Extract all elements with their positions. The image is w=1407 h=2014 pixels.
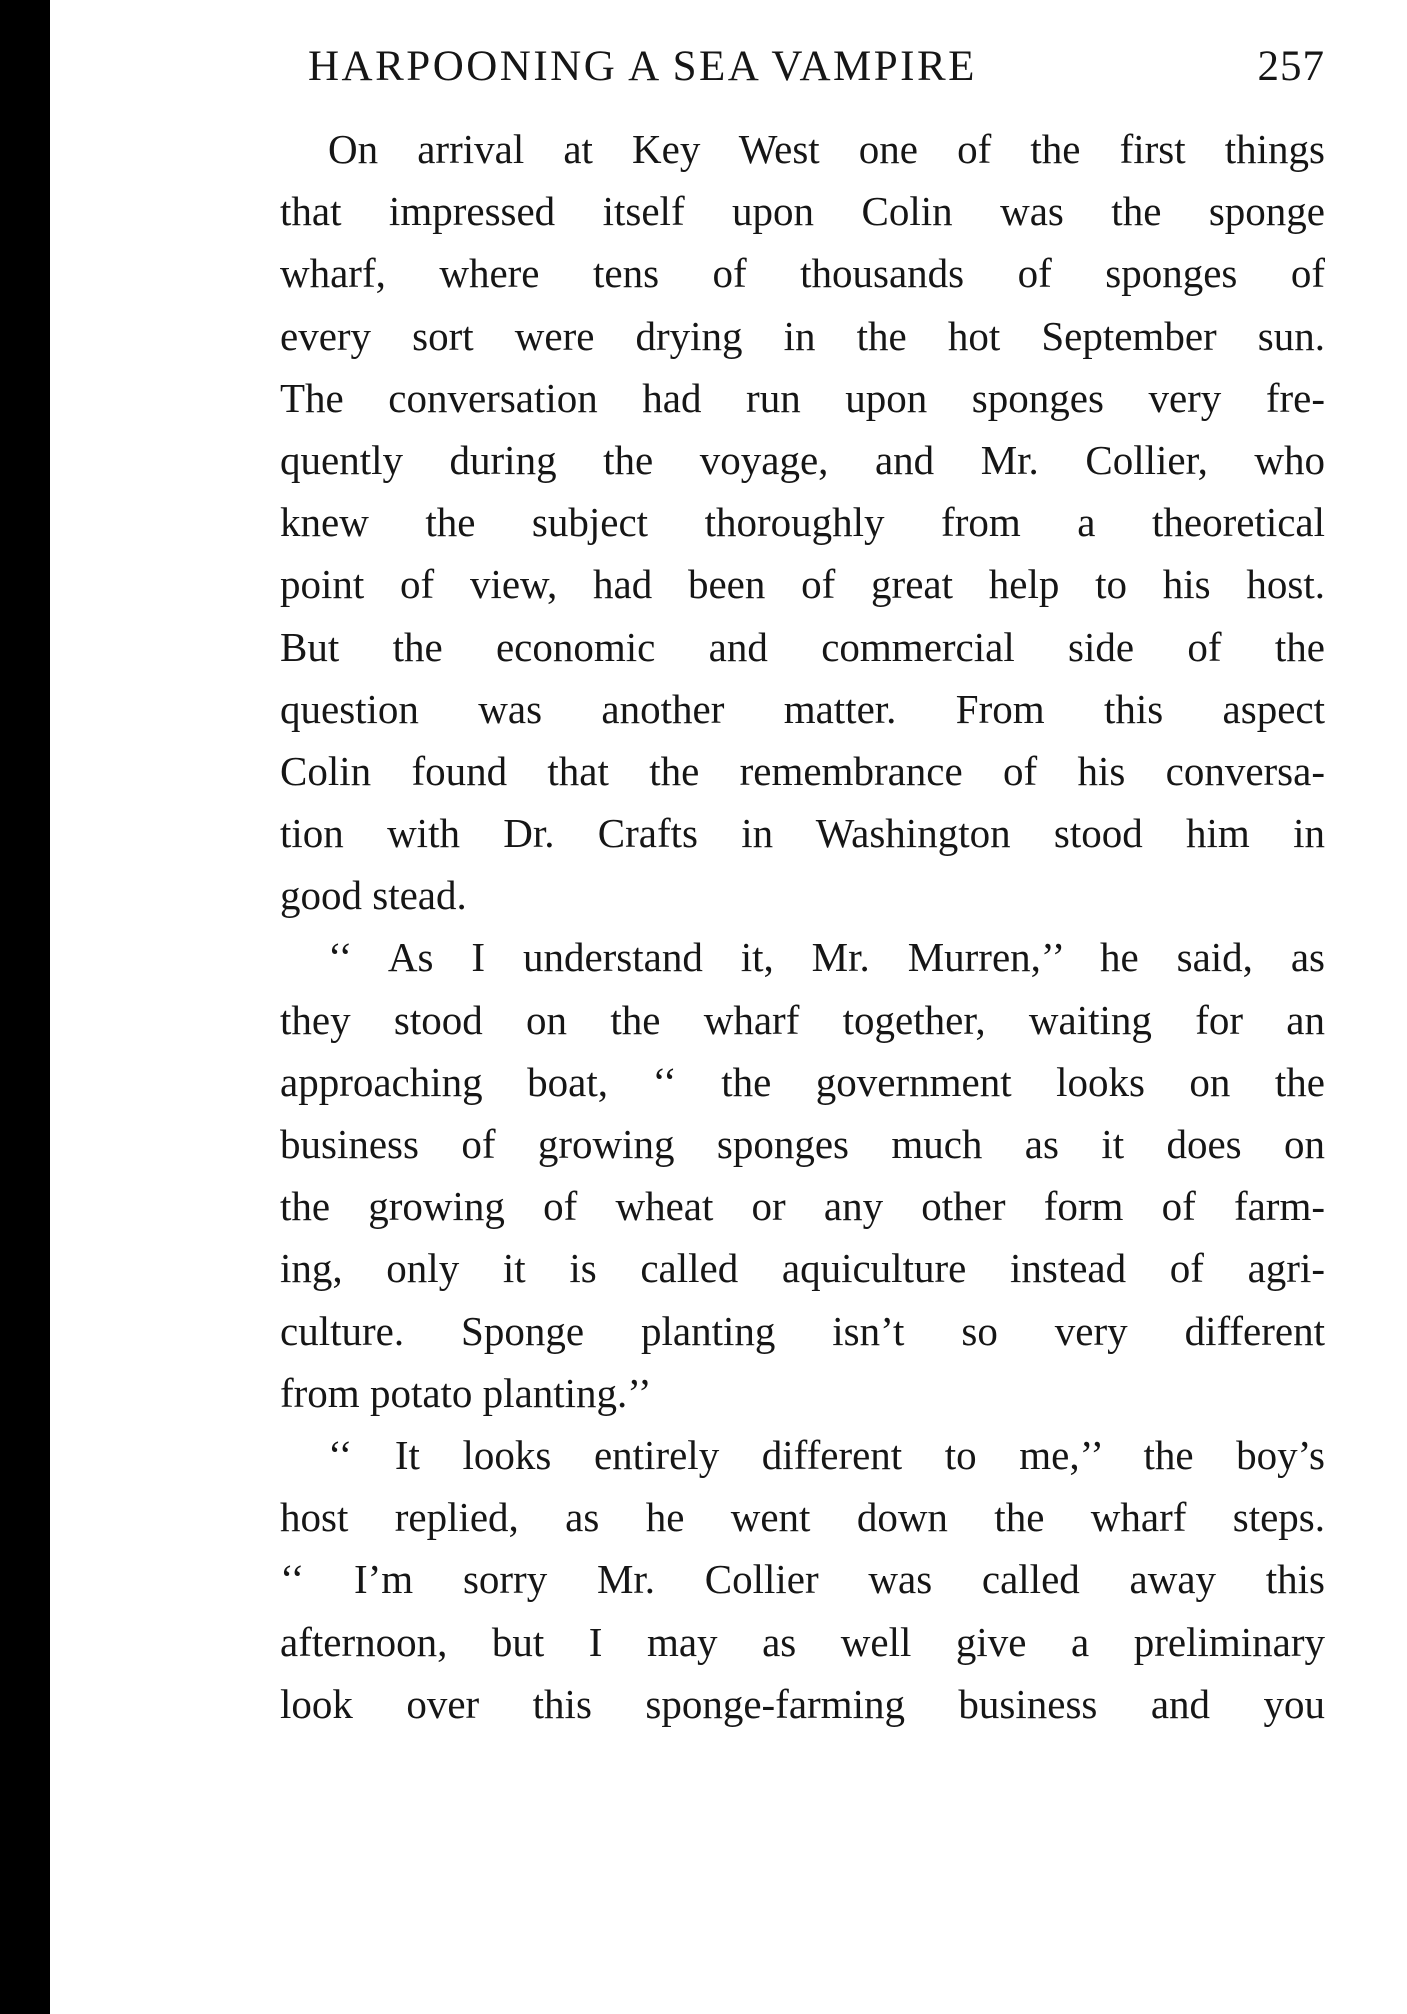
- text-line: question was another matter. From this aspect: [280, 685, 1325, 732]
- text-line: tion with Dr. Crafts in Washington stood him in: [280, 810, 1325, 857]
- text-line: they stood on the wharf together, waiting for an: [280, 996, 1325, 1043]
- text-line: every sort were drying in the hot September sun.: [280, 312, 1325, 359]
- text-line: host replied, as he went down the wharf steps.: [280, 1494, 1325, 1541]
- text-line: approaching boat, ‘‘ the government looks on the: [280, 1058, 1325, 1105]
- text-line: ing, only it is called aquiculture instead of agri-: [280, 1245, 1325, 1292]
- text-line: the growing of wheat or any other form of farm-: [280, 1183, 1325, 1230]
- running-title: HARPOONING A SEA VAMPIRE: [308, 43, 977, 90]
- text-line: afternoon, but I may as well give a preliminary: [280, 1618, 1325, 1665]
- running-head: [280, 38, 1325, 96]
- text-line: quently during the voyage, and Mr. Collier, who: [280, 436, 1325, 483]
- book-page: [280, 38, 1325, 1735]
- text-line: knew the subject thoroughly from a theoretical: [280, 499, 1325, 546]
- text-line: The conversation had run upon sponges very fre-: [280, 374, 1325, 421]
- text-line: look over this sponge-farming business and you: [280, 1680, 1325, 1727]
- text-line: On arrival at Key West one of the first things: [328, 126, 1325, 172]
- text-line: ‘‘ As I understand it, Mr. Murren,’’ he said, as: [328, 934, 1325, 981]
- text-line: point of view, had been of great help to his host.: [280, 561, 1325, 608]
- text-line: But the economic and commercial side of the: [280, 623, 1325, 670]
- binding-edge: [0, 0, 50, 2014]
- text-line: good stead.: [280, 872, 467, 919]
- text-line: Colin found that the remembrance of his conversa-: [280, 747, 1325, 794]
- text-line: from potato planting.’’: [280, 1369, 652, 1416]
- text-line: ‘‘ I’m sorry Mr. Collier was called away this: [280, 1556, 1325, 1603]
- text-line: wharf, where tens of thousands of sponges of: [280, 250, 1325, 297]
- body-text: [280, 118, 1325, 1735]
- text-line: ‘‘ It looks entirely different to me,’’ the boy’s: [328, 1431, 1325, 1478]
- page-number: 257: [1257, 43, 1325, 90]
- text-line: that impressed itself upon Colin was the sponge: [280, 188, 1325, 235]
- text-line: business of growing sponges much as it does on: [280, 1121, 1325, 1167]
- text-line: culture. Sponge planting isn’t so very different: [280, 1307, 1325, 1354]
